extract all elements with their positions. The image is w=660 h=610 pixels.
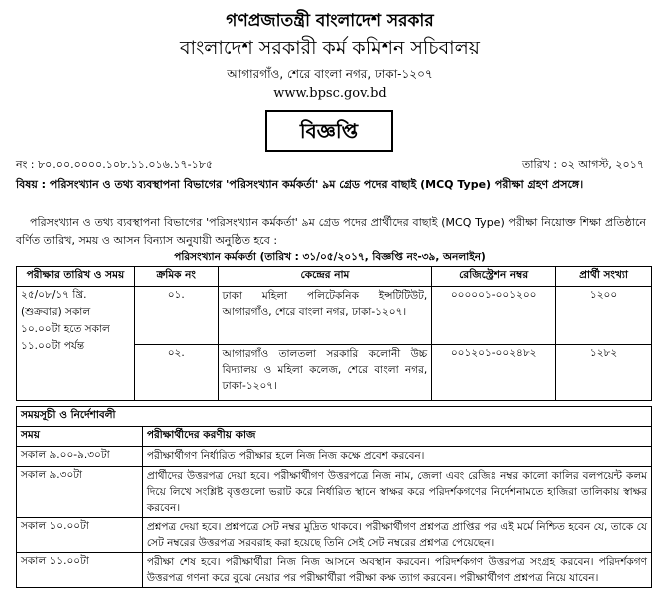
serial-cell: ০২.: [134, 345, 218, 401]
schedule-row: [17, 467, 652, 518]
government-title: গণপ্রজাতন্ত্রী বাংলাদেশ সরকার: [226, 11, 434, 31]
registration-cell: ০০০০০১-০০১২০০: [432, 287, 556, 345]
office-title: বাংলাদেশ সরকারী কর্ম কমিশন সচিবালয়: [179, 37, 480, 59]
memo-number: নং : ৮০.০০.০০০০.১০৮.১১.০১৬.১৭-১৮৫: [16, 158, 214, 171]
schedule-col-time: সময়: [17, 427, 143, 447]
header-candidates: প্রার্থী সংখ্যা: [556, 267, 652, 287]
website-link[interactable]: www.bpsc.gov.bd: [273, 86, 387, 101]
table-caption: পরিসংখ্যান কর্মকর্তা (তারিখ : ৩১/০৫/২০১৭, বিজ্ঞপ্তি নং-৩৯, অনলাইন): [174, 251, 486, 263]
header-serial: ক্রমিক নং: [134, 267, 218, 287]
exam-date-time: ২৫/০৮/১৭ খ্রি. (শুক্রবার) সকাল ১০.০০টা হতে সকাল ১১.০০টা পর্যন্ত: [17, 287, 135, 401]
header-centre: কেন্দ্রের নাম: [218, 267, 432, 287]
schedule-row: [17, 518, 652, 553]
notice-date: তারিখ : ০২ আগস্ট, ২০১৭: [522, 158, 644, 171]
table-header-row: [17, 267, 652, 287]
header-registration: রেজিস্ট্রেশন নম্বর: [432, 267, 556, 287]
schedule-task: প্রশ্নপত্র দেয়া হবে। প্রশ্নপত্রে সেট নম্বর মুদ্রিত থাকবে। পরীক্ষার্থীগণ প্রশ্নপত্র প্রাপ্তির পর এই মর্মে নিশ্চিত হবেন যে, তাকে যে সেট নম্বরের উত্তরপত্র সরবরাহ করা হয়েছে তিনি সেই সেট নম্বরের প্রশ্নপত্র পেয়েছেন।: [142, 518, 651, 553]
schedule-col-task: পরীক্ষার্থীদের করণীয় কাজ: [142, 427, 651, 447]
subject-line: বিষয় : পরিসংখ্যান ও তথ্য ব্যবস্থাপনা বিভাগের 'পরিসংখ্যান কর্মকর্তা' ৯ম গ্রেড পদের বাছাই (MCQ Type) পরীক্ষা গ্রহণ প্রসঙ্গে।: [16, 178, 584, 191]
registration-cell: ০০১২০১-০০২৪৮২: [432, 345, 556, 401]
exam-centre-table: [16, 266, 652, 401]
centre-cell: আগারগাঁও তালতলা সরকারি কলোনী উচ্চ বিদ্যালয় ও মহিলা কলেজ, শেরে বাংলা নগর, ঢাকা-১২০৭।: [218, 345, 432, 401]
schedule-task: পরীক্ষা শেষ হবে। পরীক্ষার্থীরা নিজ নিজ আসনে অবস্থান করবেন। পরিদর্শকগণ উত্তরপত্র সংগ্রহ করবেন। পরিদর্শকগণ উত্তরপত্র গণনা করে বুঝে নেয়ার পর পরীক্ষার্থীরা পরীক্ষা কক্ষ ত্যাগ করবেন। পরীক্ষার্থীগণ প্রশ্নপত্র নিয়ে যাবেন।: [142, 553, 651, 588]
candidates-cell: ১২০০: [556, 287, 652, 345]
schedule-time: সকাল ১১.০০টা: [17, 553, 143, 588]
schedule-time: সকাল ৯.০০-৯.৩০টা: [17, 447, 143, 467]
intro-paragraph: পরিসংখ্যান ও তথ্য ব্যবস্থাপনা বিভাগের 'পরিসংখ্যান কর্মকর্তা' ৯ম গ্রেড পদের প্রার্থীদের বাছাই (MCQ Type) পরীক্ষা নিয়োক্ত শিক্ষা প্রতিষ্ঠানে বর্ণিত তারিখ, সময় ও আসন বিন্যাস অনুযায়ী অনুষ্ঠিত হবে :: [16, 216, 646, 247]
schedule-title: সময়সূচী ও নির্দেশাবলী: [17, 407, 652, 427]
schedule-header-row: [17, 427, 652, 447]
centre-cell: ঢাকা মহিলা পলিটেকনিক ইন্সটিটিউট, আগারগাঁও, শেরে বাংলা নগর, ঢাকা-১২০৭।: [218, 287, 432, 345]
schedule-task: প্রার্থীদের উত্তরপত্র দেয়া হবে। পরীক্ষার্থীগণ উত্তরপত্রে নিজ নাম, জেলা এবং রেজিঃ নম্বর কালো কালির বলপয়েন্ট কলম দিয়ে লিখে সংশ্লিষ্ট বৃত্তগুলো ভরাট করে নির্ধারিত স্থানে স্বাক্ষর করে পরিদর্শকগণের নির্দেশনামতে হাজিরা তালিকায় স্বাক্ষর করবেন।: [142, 467, 651, 518]
schedule-table: [16, 406, 652, 588]
schedule-row: [17, 447, 652, 467]
serial-cell: ০১.: [134, 287, 218, 345]
table-row: [17, 287, 652, 345]
candidates-cell: ১২৮২: [556, 345, 652, 401]
schedule-title-row: [17, 407, 652, 427]
notice-title: বিজ্ঞপ্তি: [265, 110, 393, 152]
header-date-time: পরীক্ষার তারিখ ও সময়: [17, 267, 135, 287]
office-address: আগারগাঁও, শেরে বাংলা নগর, ঢাকা-১২০৭: [227, 67, 433, 81]
schedule-task: পরীক্ষার্থীগণ নির্ধারিত পরীক্ষার হলে নিজ নিজ কক্ষে প্রবেশ করবেন।: [142, 447, 651, 467]
schedule-time: সকাল ৯.৩০টা: [17, 467, 143, 518]
schedule-row: [17, 553, 652, 588]
schedule-time: সকাল ১০.০০টা: [17, 518, 143, 553]
